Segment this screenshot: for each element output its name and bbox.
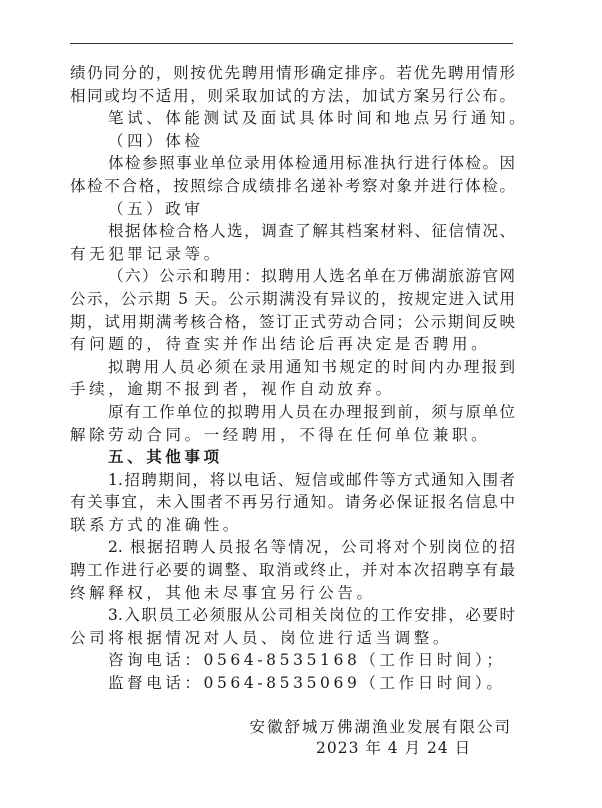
text-line: 有问题的，待查实并作出结论后再决定是否聘用。 [70, 335, 491, 354]
text-line: 体检参照事业单位录用体检通用标准执行进行体检。因 [108, 154, 515, 173]
text-line: 绩仍同分的，则按优先聘用情形确定排序。若优先聘用情形 [70, 64, 515, 82]
text-line: 体检不合格，按照综合成绩排名递补考察对象并进行体检。 [70, 176, 515, 195]
text-line: 联系方式的准确性。 [70, 515, 242, 534]
text-line: 手续，逾期不报到者，视作自动放弃。 [70, 380, 395, 399]
section-heading-political-review: （五）政审 [108, 199, 204, 218]
text-line: 公示，公示期 5 天。公示期满没有异议的，按规定进入试用 [70, 289, 515, 308]
text-line: 公司将根据情况对人员、岗位进行适当调整。 [70, 628, 453, 647]
text-line: 终解释权，其他未尽事宜另行公告。 [70, 583, 376, 602]
section-heading-physical-exam: （四）体检 [108, 131, 204, 150]
document-body [70, 62, 529, 695]
signature-date: 2023 年 4 月 24 日 [316, 739, 472, 757]
text-line: 2. 根据招聘人员报名等情况，公司将对个别岗位的招 [108, 538, 515, 557]
text-line: 相同或均不适用，则采取加试的方法，加试方案另行公布。 [70, 86, 515, 105]
section-heading-other-matters: 五、其他事项 [108, 447, 223, 467]
text-line: 3.入职员工必须服从公司相关岗位的工作安排，必要时 [108, 606, 515, 625]
consult-phone: 咨询电话：0564-8535168（工作日时间）； [108, 651, 506, 670]
text-line: 解除劳动合同。一经聘用，不得在任何单位兼职。 [70, 425, 491, 444]
text-line: 聘工作进行必要的调整、取消或终止，并对本次招聘享有最 [70, 561, 515, 580]
text-line: 笔试、体能测试及面试具体时间和地点另行通知。 [108, 109, 529, 128]
supervision-phone: 监督电话：0564-8535069（工作日时间）。 [108, 674, 506, 693]
text-line: 拟聘用人员必须在录用通知书规定的时间内办理报到 [108, 357, 515, 376]
text-line: 1.招聘期间，将以电话、短信或邮件等方式通知入围者 [108, 470, 515, 489]
text-line: 原有工作单位的拟聘用人员在办理报到前，须与原单位 [108, 402, 515, 421]
text-line: 有无犯罪记录等。 [70, 244, 223, 263]
signature-company: 安徽舒城万佛湖渔业发展有限公司 [249, 718, 512, 736]
text-line: 期，试用期满考核合格，签订正式劳动合同；公示期间反映 [70, 312, 515, 331]
text-line: 根据体检合格人选，调查了解其档案材料、征信情况、 [108, 222, 515, 241]
header-rule [70, 43, 513, 44]
text-line: 有关事宜，未入围者不再另行通知。请务必保证报名信息中 [70, 493, 515, 512]
section-heading-publicity: （六）公示和聘用：拟聘用人选名单在万佛湖旅游官网 [108, 267, 515, 286]
